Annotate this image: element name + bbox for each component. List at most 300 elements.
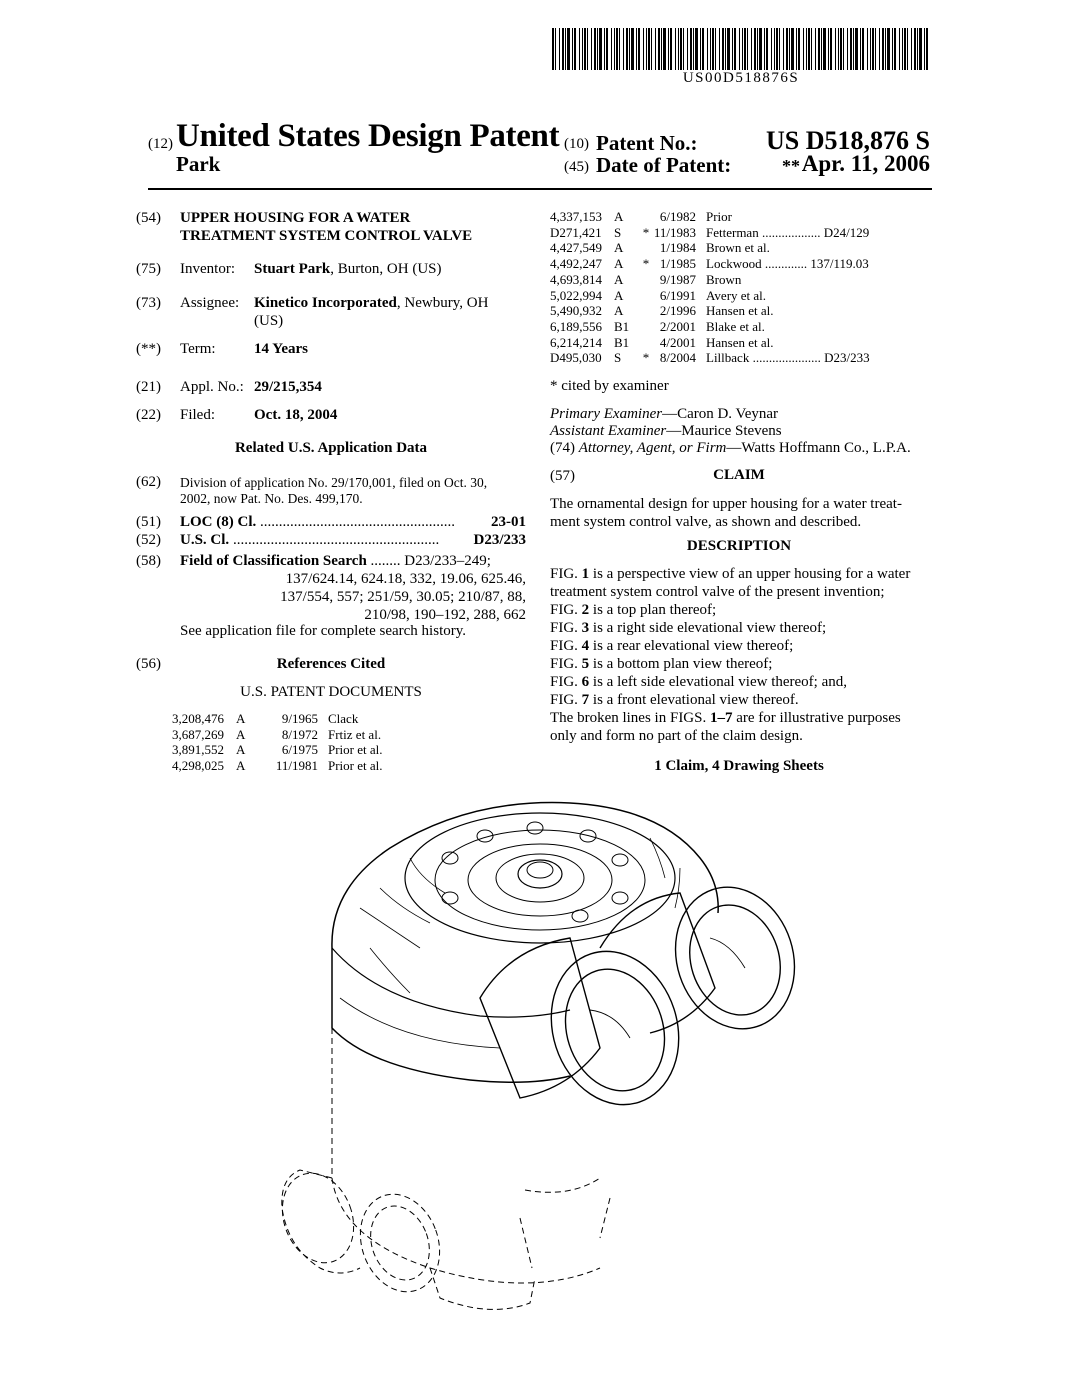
- barcode-bar: [823, 28, 826, 70]
- ref-number: 6,189,556: [550, 318, 602, 334]
- barcode-bar: [663, 28, 666, 70]
- ref-number: 3,687,269: [172, 726, 224, 742]
- ref-inventor: Hansen et al.: [706, 303, 774, 319]
- barcode-bar: [567, 28, 570, 70]
- barcode-bar: [867, 28, 868, 70]
- barcode-bar: [757, 28, 758, 70]
- ref-date: 9/1965: [281, 711, 318, 726]
- barcode-bar: [907, 28, 908, 70]
- barcode-number: US00D518876S: [682, 70, 800, 86]
- barcode-bar: [774, 28, 775, 70]
- barcode-bar: [789, 28, 790, 70]
- reference-row: [550, 319, 870, 335]
- assignee-label: Assignee:: [180, 295, 240, 311]
- barcode-bar: [796, 28, 797, 70]
- barcode-bar: [776, 28, 778, 70]
- reference-row: [172, 742, 383, 758]
- barcode-bar: [783, 28, 784, 70]
- description-line: [550, 691, 910, 709]
- field-line-1: D23/233–249;: [404, 553, 491, 569]
- desc-figure-number: 1–7: [709, 710, 733, 726]
- barcode-bar: [919, 28, 922, 70]
- inventor-location: , Burton, OH (US): [330, 261, 442, 277]
- ref-cited-mark: *: [642, 256, 650, 272]
- desc-figure-number: 4: [581, 638, 590, 654]
- ref-kind: B1: [614, 334, 630, 350]
- barcode-bar: [655, 28, 656, 70]
- field-of-search: [180, 552, 491, 570]
- desc-text: treatment system control valve of the present invention;: [550, 584, 885, 600]
- desc-figure-number: 2: [581, 602, 590, 618]
- ref-number: 5,022,994: [550, 287, 602, 303]
- barcode-bar: [926, 28, 928, 70]
- barcode-bar: [818, 28, 820, 70]
- barcode-bar: [815, 28, 816, 70]
- barcode-bar: [712, 28, 714, 70]
- term-label: Term:: [180, 341, 216, 357]
- description-line: [550, 655, 910, 673]
- barcode-bar: [614, 28, 615, 70]
- barcode-bar: [559, 28, 560, 70]
- barcode-bar: [803, 28, 804, 70]
- ref-date: 4/2001: [659, 334, 696, 350]
- barcode-bar: [732, 28, 733, 70]
- claim-text-line-1: The ornamental design for upper housing for a water treat-: [550, 496, 902, 512]
- desc-figure-number: 1: [581, 566, 590, 582]
- barcode-bar: [678, 28, 679, 70]
- filed-date: Oct. 18, 2004: [254, 407, 338, 423]
- barcode-bar: [840, 28, 842, 70]
- ref-inventor: Frtiz et al.: [328, 726, 382, 742]
- ref-inventor: Fetterman .................. D24/129: [706, 224, 870, 240]
- ref-date: 6/1982: [659, 209, 696, 224]
- division-line-1: Division of application No. 29/170,001, filed on Oct. 30,: [180, 475, 488, 490]
- ref-date: 11/1981: [275, 758, 318, 774]
- barcode-bar: [623, 28, 624, 70]
- barcode-bar: [710, 28, 711, 70]
- appl-number: 29/215,354: [254, 379, 322, 395]
- barcode-bar: [739, 28, 740, 70]
- barcode-bar: [670, 28, 672, 70]
- description-line: [550, 583, 910, 601]
- barcode-bar: [606, 28, 608, 70]
- barcode-bar: [675, 28, 676, 70]
- description-line: [550, 619, 910, 637]
- barcode-bar: [751, 28, 752, 70]
- barcode-bar: [648, 28, 650, 70]
- claims-summary: 1 Claim, 4 Drawing Sheets: [654, 758, 824, 774]
- barcode-bar: [742, 28, 743, 70]
- barcode-bar: [661, 28, 662, 70]
- reference-row: [550, 240, 870, 256]
- reference-row: [550, 303, 870, 319]
- primary-examiner: [550, 405, 778, 423]
- desc-figure-number: 3: [581, 620, 590, 636]
- reference-row: [172, 727, 383, 743]
- inventor-field: [254, 260, 442, 278]
- loc-classification: [180, 513, 518, 531]
- title-code: (54): [136, 210, 161, 226]
- ref-date: 6/1975: [281, 742, 318, 758]
- ref-cited-mark: *: [642, 350, 650, 366]
- desc-prefix: FIG.: [550, 692, 582, 708]
- loc-value: 23-01: [476, 513, 526, 531]
- code-45: (45): [564, 159, 589, 175]
- barcode-bar: [843, 28, 844, 70]
- ref-cited-mark: *: [642, 224, 650, 240]
- ref-inventor: Brown: [706, 271, 742, 287]
- description-line: [550, 709, 910, 727]
- ref-number: 4,492,247: [550, 256, 602, 272]
- desc-prefix: FIG.: [550, 656, 582, 672]
- assignee-location-2: (US): [254, 313, 284, 329]
- primary-examiner-label: Primary Examiner: [550, 406, 663, 422]
- desc-prefix: FIG.: [550, 620, 582, 636]
- reference-row: [550, 288, 870, 304]
- ref-number: 6,214,214: [550, 334, 602, 350]
- barcode-bar: [808, 28, 810, 70]
- date-of-patent: Apr. 11, 2006: [801, 151, 930, 176]
- ref-date: 6/1991: [659, 287, 696, 303]
- field-line-2: 137/624.14, 624.18, 332, 19.06, 625.46,: [285, 571, 526, 587]
- barcode-bar: [687, 28, 688, 70]
- description-line: [550, 601, 910, 619]
- related-data-heading: Related U.S. Application Data: [234, 440, 428, 456]
- desc-prefix: FIG.: [550, 566, 582, 582]
- term-value: 14 Years: [254, 341, 309, 357]
- ref-number: 4,693,814: [550, 271, 602, 287]
- barcode-bar: [725, 28, 726, 70]
- cited-by-examiner-note: * cited by examiner: [550, 378, 669, 394]
- barcode-bar: [658, 28, 660, 70]
- barcode-bar: [798, 28, 800, 70]
- reference-row: [550, 209, 870, 225]
- ref-inventor: Prior et al.: [328, 742, 383, 758]
- outlet-ports: [480, 872, 810, 1122]
- ref-inventor: Prior: [706, 209, 732, 224]
- barcode-bar: [579, 28, 580, 70]
- desc-text: is a perspective view of an upper housing for a water: [589, 566, 911, 582]
- loc-code: (51): [136, 514, 161, 530]
- field-line-4: 210/98, 190–192, 288, 662: [364, 607, 526, 623]
- date-mark: **: [782, 156, 800, 176]
- barcode-bar: [646, 28, 647, 70]
- assignee-name: Kinetico Incorporated: [254, 295, 397, 311]
- barcode-bar: [887, 28, 890, 70]
- field-note: See application file for complete search history.: [180, 623, 467, 639]
- left-references-list: [172, 711, 383, 774]
- barcode-bar: [700, 28, 701, 70]
- ref-kind: A: [614, 287, 624, 303]
- title-line-2: TREATMENT SYSTEM CONTROL VALVE: [180, 228, 473, 244]
- description-heading: DESCRIPTION: [686, 538, 792, 554]
- barcode-bar: [636, 28, 637, 70]
- barcode-bar: [914, 28, 916, 70]
- barcode-bar: [885, 28, 886, 70]
- barcode-bar: [830, 28, 832, 70]
- barcode-bar: [764, 28, 765, 70]
- appl-code: (21): [136, 379, 161, 395]
- desc-text: is a left side elevational view thereof; and,: [589, 674, 847, 690]
- us-cl-code: (52): [136, 532, 161, 548]
- inventor-surname: Park: [176, 152, 221, 176]
- description-line: [550, 673, 910, 691]
- reference-row: [550, 335, 870, 351]
- barcode-bar: [582, 28, 583, 70]
- barcode-bar: [690, 28, 692, 70]
- ref-number: 3,891,552: [172, 742, 224, 758]
- barcode-bar: [668, 28, 669, 70]
- barcode-bar: [727, 28, 730, 70]
- barcode-bar: [899, 28, 900, 70]
- barcode-bar: [680, 28, 682, 70]
- inventor-code: (75): [136, 261, 161, 277]
- us-cl-leader-dots: .......................................................: [232, 532, 440, 548]
- claim-heading: CLAIM: [713, 467, 765, 483]
- barcode-bar: [766, 28, 768, 70]
- ref-number: 4,427,549: [550, 240, 602, 256]
- assistant-examiner-name: —Maurice Stevens: [666, 423, 782, 439]
- filed-code: (22): [136, 407, 161, 423]
- ref-kind: A: [236, 742, 246, 758]
- barcode-bar: [599, 28, 602, 70]
- ref-date: 11/1983: [653, 224, 696, 240]
- barcode-bar: [572, 28, 573, 70]
- desc-figure-number: 5: [581, 656, 590, 672]
- barcode-bar: [619, 28, 620, 70]
- code-12: (12): [148, 136, 173, 152]
- desc-text: is a rear elevational view thereof;: [589, 638, 794, 654]
- desc-text: is a front elevational view thereof.: [589, 692, 799, 708]
- barcode-bar: [870, 28, 871, 70]
- desc-text: only and form no part of the claim design.: [550, 728, 803, 744]
- ref-kind: S: [614, 224, 622, 240]
- header-rule: [148, 188, 932, 190]
- desc-text: is a top plan thereof;: [589, 602, 717, 618]
- us-cl-value: D23/233: [452, 531, 526, 549]
- barcode-bar: [744, 28, 746, 70]
- barcode-bar: [838, 28, 839, 70]
- ref-inventor: Clack: [328, 711, 359, 726]
- barcode-bar: [924, 28, 925, 70]
- field-leader-dots: ........: [370, 553, 401, 569]
- barcode-bar: [771, 28, 772, 70]
- reference-row: [172, 711, 383, 727]
- ref-date: 1/1984: [659, 240, 696, 256]
- barcode-bar: [611, 28, 612, 70]
- barcode-bar: [683, 28, 684, 70]
- barcode-bar: [894, 28, 896, 70]
- claim-text-line-2: ment system control valve, as shown and described.: [550, 514, 862, 530]
- barcode-bar: [555, 28, 556, 70]
- barcode-bar: [806, 28, 807, 70]
- attorney-label: Attorney, Agent, or Firm: [578, 440, 727, 456]
- loc-leader-dots: ....................................................: [260, 514, 455, 530]
- division-line-2: 2002, now Pat. No. Des. 499,170.: [180, 491, 363, 506]
- barcode-bar: [747, 28, 748, 70]
- barcode-bar: [855, 28, 858, 70]
- barcode-bar: [626, 28, 628, 70]
- ref-kind: S: [614, 350, 622, 366]
- refs-code: (56): [136, 656, 161, 672]
- barcode-bar: [904, 28, 906, 70]
- ref-date: 1/1985: [659, 256, 696, 272]
- barcode-bar: [604, 28, 605, 70]
- ref-number: 5,490,932: [550, 303, 602, 319]
- barcode-bar: [552, 28, 554, 70]
- desc-figure-number: 7: [581, 692, 590, 708]
- ref-kind: A: [614, 271, 624, 287]
- barcode-bar: [911, 28, 912, 70]
- desc-text: is a bottom plan view thereof;: [589, 656, 773, 672]
- barcode-bar: [791, 28, 794, 70]
- us-patent-docs-heading: U.S. PATENT DOCUMENTS: [240, 684, 422, 700]
- barcode-bar: [882, 28, 884, 70]
- broken-lines-lower-body: [270, 1028, 610, 1309]
- references-heading: References Cited: [276, 656, 386, 672]
- ref-kind: B1: [614, 318, 630, 334]
- barcode-bar: [835, 28, 836, 70]
- assignee-location-1: , Newbury, OH: [396, 295, 489, 311]
- desc-prefix: FIG.: [550, 638, 582, 654]
- barcode-bar: [643, 28, 644, 70]
- ref-kind: A: [614, 303, 624, 319]
- barcode-bar: [629, 28, 630, 70]
- right-references-list: [550, 209, 870, 366]
- barcode-bar: [574, 28, 576, 70]
- desc-text: is a right side elevational view thereof;: [589, 620, 827, 636]
- desc-text: are for illustrative purposes: [732, 710, 901, 726]
- ref-date: 8/2004: [659, 350, 696, 366]
- document-type-title: United States Design Patent: [176, 118, 560, 154]
- barcode-bar: [875, 28, 876, 70]
- barcode-bar: [562, 28, 564, 70]
- assistant-examiner: [550, 422, 782, 440]
- barcode-bar: [786, 28, 788, 70]
- desc-prefix: FIG.: [550, 674, 582, 690]
- patent-number: US D518,876 S: [766, 126, 930, 155]
- housing-ribs: [360, 838, 680, 993]
- assistant-examiner-label: Assistant Examiner: [550, 423, 667, 439]
- barcode-bar: [584, 28, 586, 70]
- reference-row: [550, 256, 870, 272]
- barcode-bar: [779, 28, 780, 70]
- ref-number: 3,208,476: [172, 711, 224, 726]
- desc-prefix: FIG.: [550, 602, 582, 618]
- field-code: (58): [136, 553, 161, 569]
- barcode-bar: [715, 28, 716, 70]
- desc-prefix: The broken lines in FIGS.: [550, 710, 710, 726]
- assignee-code: (73): [136, 295, 161, 311]
- ref-kind: A: [236, 711, 246, 726]
- ref-inventor: Lillback ..................... D23/233: [706, 350, 870, 366]
- primary-examiner-name: —Caron D. Veynar: [662, 406, 779, 422]
- barcode-bar: [902, 28, 903, 70]
- ref-kind: A: [614, 240, 624, 256]
- barcode-bar: [860, 28, 861, 70]
- barcode-bar: [591, 28, 592, 70]
- us-cl-label: U.S. Cl.: [180, 532, 230, 548]
- barcode-bar: [722, 28, 724, 70]
- ref-inventor: Blake et al.: [706, 318, 765, 334]
- claim-code: (57): [550, 468, 575, 484]
- ref-inventor: Lockwood ............. 137/119.03: [706, 256, 869, 272]
- reference-row: [550, 350, 870, 366]
- ref-kind: A: [614, 209, 624, 224]
- barcode-bar: [597, 28, 598, 70]
- field-label: Field of Classification Search: [180, 553, 367, 569]
- barcode-bar: [734, 28, 736, 70]
- filed-label: Filed:: [180, 407, 216, 423]
- title-line-1: UPPER HOUSING FOR A WATER: [180, 210, 411, 226]
- field-line-3: 137/554, 557; 251/59, 30.05; 210/87, 88,: [280, 589, 526, 605]
- assignee-field: [254, 294, 488, 312]
- ref-number: D271,421: [550, 224, 602, 240]
- date-of-patent-label: Date of Patent:: [596, 153, 732, 177]
- ref-inventor: Hansen et al.: [706, 334, 774, 350]
- division-code: (62): [136, 474, 161, 490]
- description-line: [550, 727, 910, 745]
- ref-inventor: Brown et al.: [706, 240, 770, 256]
- ref-number: D495,030: [550, 350, 602, 366]
- description-line: [550, 565, 910, 583]
- inventor-name: Stuart Park: [254, 261, 331, 277]
- barcode-bar: [651, 28, 652, 70]
- barcode-bar: [862, 28, 864, 70]
- description-line: [550, 637, 910, 655]
- barcode-bar: [631, 28, 634, 70]
- ref-inventor: Avery et al.: [706, 287, 767, 303]
- reference-row: [550, 225, 870, 241]
- valve-housing-drawing: [270, 798, 810, 1338]
- ref-date: 2/1996: [659, 303, 696, 319]
- ref-date: 9/1987: [659, 271, 696, 287]
- barcode-bar: [693, 28, 694, 70]
- barcode-bar: [638, 28, 640, 70]
- attorney-code: (74): [550, 440, 575, 456]
- barcode-bar: [695, 28, 698, 70]
- ref-kind: A: [236, 758, 246, 774]
- barcode-bar: [759, 28, 762, 70]
- ref-inventor: Prior et al.: [328, 758, 383, 774]
- barcode-bar: [594, 28, 596, 70]
- barcode-bar: [707, 28, 708, 70]
- description-list: [550, 565, 910, 745]
- attorney-name: —Watts Hoffmann Co., L.P.A.: [726, 440, 911, 456]
- inventor-label: Inventor:: [180, 261, 235, 277]
- barcode-bar: [917, 28, 918, 70]
- barcode-bar: [850, 28, 852, 70]
- attorney: [550, 439, 911, 457]
- appl-label: Appl. No.:: [180, 379, 244, 395]
- barcode-bar: [847, 28, 848, 70]
- barcode-bar: [719, 28, 720, 70]
- barcode-bar: [872, 28, 874, 70]
- barcode-bar: [616, 28, 618, 70]
- barcode-bar: [879, 28, 880, 70]
- ref-number: 4,298,025: [172, 758, 224, 774]
- term-code: (**): [136, 341, 161, 357]
- ref-date: 2/2001: [659, 318, 696, 334]
- ref-kind: A: [614, 256, 624, 272]
- reference-row: [550, 272, 870, 288]
- reference-row: [172, 758, 383, 774]
- patent-number-label: Patent No.:: [596, 131, 698, 155]
- ref-date: 8/1972: [281, 726, 318, 742]
- barcode-bar: [702, 28, 704, 70]
- ref-kind: A: [236, 726, 246, 742]
- barcode-bar: [565, 28, 566, 70]
